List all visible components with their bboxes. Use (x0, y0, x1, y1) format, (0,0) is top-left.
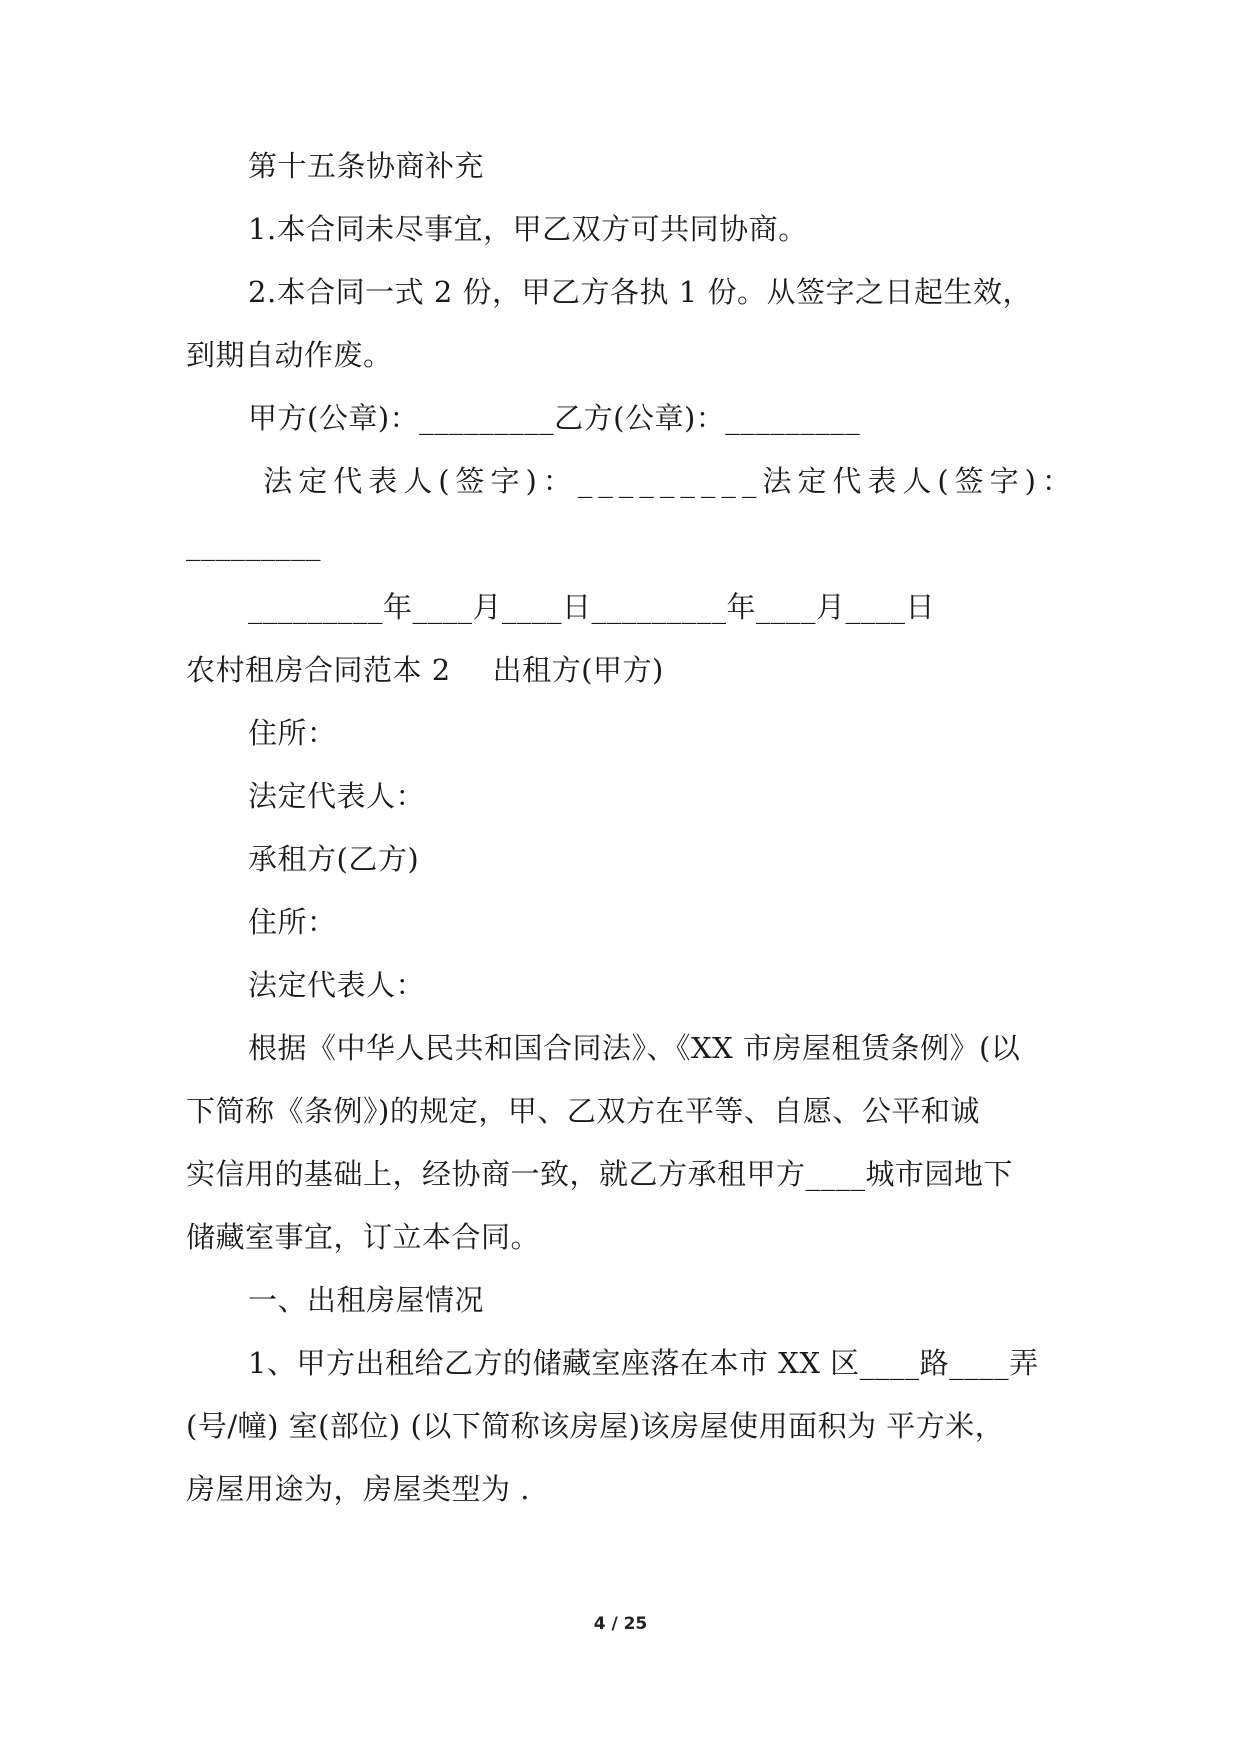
clause-1: 1.本合同未尽事宜，甲乙双方可共同协商。 (248, 212, 808, 246)
preamble-line-3: 实信用的基础上，经协商一致，就乙方承租甲方____城市园地下 (186, 1157, 1014, 1191)
contract-title: 农村租房合同范本 2 (186, 653, 451, 687)
preamble-line-4: 储藏室事宜，订立本合同。 (186, 1220, 541, 1254)
lessee-label: 承租方(乙方) (248, 842, 420, 876)
lessee-representative: 法定代表人： (248, 968, 426, 1002)
representative-sign-blank: _________ (186, 527, 321, 561)
lessor-label: 出租方(甲方) (492, 653, 664, 687)
date-line: _________年____月____日_________年____月____日 (248, 590, 936, 624)
seal-line: 甲方(公章)：_________乙方(公章)：_________ (248, 401, 861, 435)
section-heading-1: 一、出租房屋情况 (248, 1283, 485, 1317)
clause-2-line-2: 到期自动作废。 (186, 338, 393, 372)
preamble-line-1: 根据《中华人民共和国合同法》、《XX 市房屋租赁条例》(以 (248, 1031, 1021, 1065)
lessor-representative: 法定代表人： (248, 779, 426, 813)
preamble-line-2: 下简称《条例》)的规定，甲、乙双方在平等、自愿、公平和诚 (186, 1094, 980, 1128)
item-1-line-2: (号/幢) 室(部位) (以下简称该房屋)该房屋使用面积为 平方米， (186, 1409, 1005, 1443)
item-1-line-1: 1、甲方出租给乙方的储藏室座落在本市 XX 区____路____弄 (248, 1346, 1039, 1380)
lessee-address: 住所： (248, 905, 337, 939)
page-number: 4 / 25 (593, 1614, 648, 1634)
section-heading-15: 第十五条协商补充 (248, 149, 485, 183)
item-1-line-3: 房屋用途为，房屋类型为 . (186, 1472, 530, 1506)
contract-title-line (186, 650, 664, 690)
lessor-address: 住所： (248, 716, 337, 750)
representative-sign-line: 法定代表人(签字)：_________法定代表人(签字)： (248, 464, 1077, 498)
clause-2-line-1: 2.本合同一式 2 份，甲乙方各执 1 份。从签字之日起生效， (248, 275, 1032, 309)
